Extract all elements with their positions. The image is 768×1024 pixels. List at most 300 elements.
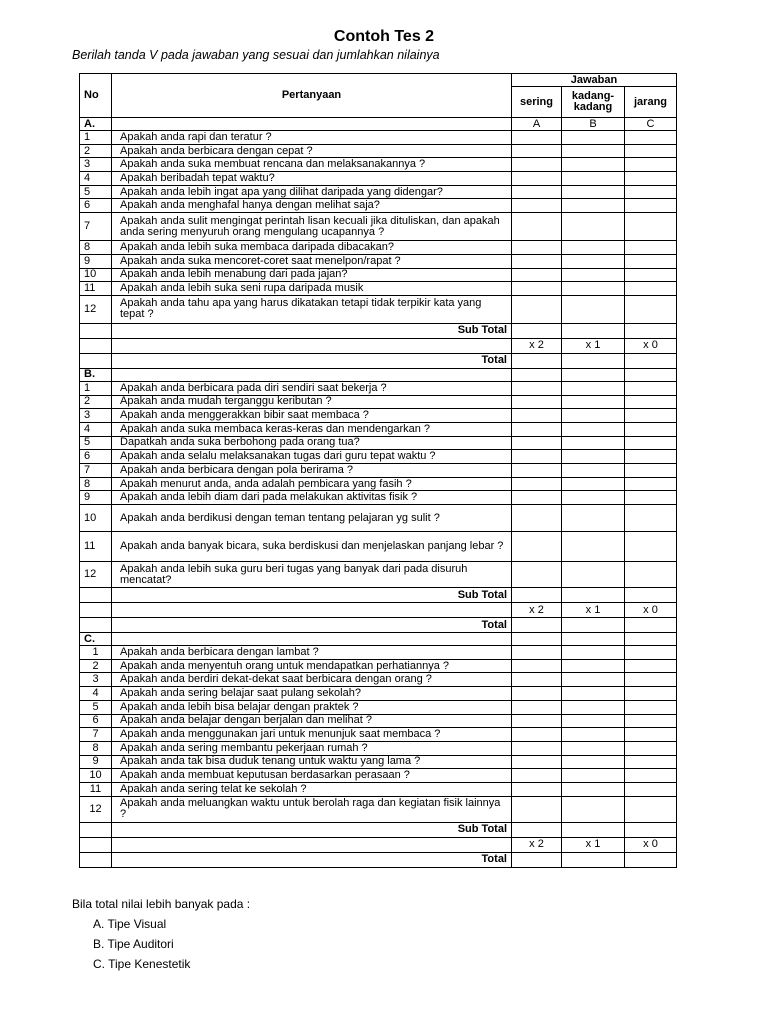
question-text: Apakah anda tahu apa yang harus dikatakan tetapi tidak terpikir kata yang tepat ? — [112, 295, 512, 323]
answer-kadang-cell[interactable] — [562, 409, 625, 423]
answer-kadang-cell[interactable] — [562, 381, 625, 395]
answer-sering-cell[interactable] — [512, 144, 562, 158]
answer-kadang-cell[interactable] — [562, 241, 625, 255]
question-number: 4 — [80, 687, 112, 701]
answer-kadang-cell[interactable] — [562, 646, 625, 660]
answer-jarang-cell[interactable] — [625, 714, 677, 728]
answer-jarang-cell[interactable] — [625, 755, 677, 769]
answer-kadang-cell[interactable] — [562, 796, 625, 822]
answer-sering-cell[interactable] — [512, 213, 562, 241]
answer-kadang-cell[interactable] — [562, 144, 625, 158]
multiplier-value: x 0 — [625, 338, 677, 353]
question-text: Apakah anda sering telat ke sekolah ? — [112, 782, 512, 796]
subtotal-row — [80, 588, 677, 603]
section-spacer — [112, 633, 512, 646]
answer-jarang-cell[interactable] — [625, 381, 677, 395]
question-row — [80, 241, 677, 255]
answer-kadang-cell[interactable] — [562, 172, 625, 186]
answer-kadang-cell[interactable] — [562, 741, 625, 755]
answer-sering-cell[interactable] — [512, 158, 562, 172]
answer-sering-cell[interactable] — [512, 131, 562, 145]
answer-jarang-cell[interactable] — [625, 295, 677, 323]
answer-sering-cell[interactable] — [512, 268, 562, 282]
answer-jarang-cell[interactable] — [625, 158, 677, 172]
answer-kadang-cell[interactable] — [562, 477, 625, 491]
answer-sering-cell[interactable] — [512, 588, 562, 603]
answer-kadang-cell[interactable] — [562, 822, 625, 837]
answer-jarang-cell[interactable] — [625, 532, 677, 562]
answer-jarang-cell[interactable] — [625, 185, 677, 199]
question-number: 7 — [80, 464, 112, 478]
answer-kadang-cell[interactable] — [562, 505, 625, 532]
answer-sering-cell[interactable] — [512, 422, 562, 436]
answer-kadang-cell[interactable] — [562, 323, 625, 338]
answer-sering-cell[interactable] — [512, 395, 562, 409]
question-text: Apakah anda suka membuat rencana dan melaksanakannya ? — [112, 158, 512, 172]
answer-sering-cell[interactable] — [512, 368, 562, 381]
multiplier-value: x 1 — [562, 338, 625, 353]
answer-sering-cell[interactable] — [512, 436, 562, 450]
question-number: 10 — [80, 505, 112, 532]
subtotal-label: Sub Total — [112, 822, 512, 837]
header-sering: sering — [512, 87, 562, 118]
answer-kadang-cell[interactable] — [562, 199, 625, 213]
question-text: Apakah anda suka membaca keras-keras dan mendengarkan ? — [112, 422, 512, 436]
question-text: Apakah anda berbicara dengan lambat ? — [112, 646, 512, 660]
question-number: 8 — [80, 477, 112, 491]
multiplier-spacer — [112, 837, 512, 852]
answer-kadang-cell[interactable] — [562, 769, 625, 783]
multiplier-value: x 1 — [562, 837, 625, 852]
question-row — [80, 562, 677, 588]
answer-jarang-cell[interactable] — [625, 241, 677, 255]
question-number: 10 — [80, 769, 112, 783]
multiplier-value: x 2 — [512, 338, 562, 353]
question-row — [80, 381, 677, 395]
question-number: 12 — [80, 295, 112, 323]
answer-jarang-cell[interactable] — [625, 562, 677, 588]
question-row — [80, 268, 677, 282]
multiplier-spacer — [80, 603, 112, 618]
subtotal-spacer — [80, 588, 112, 603]
question-row — [80, 395, 677, 409]
answer-sering-cell[interactable] — [512, 822, 562, 837]
question-number: 6 — [80, 714, 112, 728]
answer-sering-cell[interactable] — [512, 409, 562, 423]
answer-kadang-cell[interactable] — [562, 295, 625, 323]
question-text: Apakah anda lebih ingat apa yang dilihat daripada yang didengar? — [112, 185, 512, 199]
answer-kadang-cell[interactable] — [562, 659, 625, 673]
answer-sering-cell[interactable] — [512, 295, 562, 323]
answer-jarang-cell[interactable] — [625, 436, 677, 450]
answer-sering-cell[interactable] — [512, 782, 562, 796]
question-text: Apakah anda lebih menabung dari pada jajan? — [112, 268, 512, 282]
multiplier-spacer — [80, 338, 112, 353]
answer-jarang-cell[interactable] — [625, 822, 677, 837]
legend-intro: Bila total nilai lebih banyak pada : — [72, 897, 251, 911]
section-row — [80, 118, 677, 131]
total-label: Total — [112, 618, 512, 633]
answer-kadang-cell[interactable] — [562, 532, 625, 562]
multiplier-row — [80, 338, 677, 353]
answer-kadang-cell[interactable] — [562, 633, 625, 646]
answer-kadang-cell[interactable] — [562, 782, 625, 796]
answer-sering-cell[interactable] — [512, 659, 562, 673]
answer-kadang-cell[interactable] — [562, 131, 625, 145]
multiplier-value: x 2 — [512, 837, 562, 852]
question-text: Apakah beribadah tepat waktu? — [112, 172, 512, 186]
legend-option: B. Tipe Auditori — [93, 937, 174, 951]
question-number: 7 — [80, 728, 112, 742]
answer-jarang-cell[interactable] — [625, 852, 677, 867]
section-row — [80, 633, 677, 646]
answer-sering-cell[interactable] — [512, 199, 562, 213]
question-number: 3 — [80, 158, 112, 172]
question-number: 11 — [80, 282, 112, 296]
answer-kadang-cell[interactable] — [562, 158, 625, 172]
question-text: Apakah anda rapi dan teratur ? — [112, 131, 512, 145]
question-row — [80, 687, 677, 701]
question-row — [80, 755, 677, 769]
answer-jarang-cell[interactable] — [625, 796, 677, 822]
section-spacer — [112, 368, 512, 381]
total-row — [80, 852, 677, 867]
answer-sering-cell[interactable] — [512, 700, 562, 714]
answer-kadang-cell[interactable] — [562, 213, 625, 241]
section-label: C. — [80, 633, 112, 646]
question-text: Apakah anda lebih suka membaca daripada dibacakan? — [112, 241, 512, 255]
answer-jarang-cell[interactable] — [625, 741, 677, 755]
answer-jarang-cell[interactable] — [625, 213, 677, 241]
multiplier-row — [80, 837, 677, 852]
answer-jarang-cell[interactable] — [625, 477, 677, 491]
question-number: 7 — [80, 213, 112, 241]
instruction-text: Berilah tanda V pada jawaban yang sesuai dan jumlahkan nilainya — [72, 48, 440, 62]
question-row — [80, 700, 677, 714]
question-row — [80, 185, 677, 199]
question-row — [80, 422, 677, 436]
question-row — [80, 532, 677, 562]
answer-jarang-cell[interactable] — [625, 491, 677, 505]
question-number: 11 — [80, 782, 112, 796]
question-number: 3 — [80, 673, 112, 687]
question-row — [80, 295, 677, 323]
question-row — [80, 450, 677, 464]
question-row — [80, 741, 677, 755]
answer-sering-cell[interactable] — [512, 172, 562, 186]
answer-sering-cell[interactable] — [512, 505, 562, 532]
question-number: 2 — [80, 659, 112, 673]
answer-sering-cell[interactable] — [512, 491, 562, 505]
question-row — [80, 796, 677, 822]
question-row — [80, 213, 677, 241]
question-number: 9 — [80, 491, 112, 505]
question-row — [80, 464, 677, 478]
answer-sering-cell[interactable] — [512, 633, 562, 646]
question-text: Apakah anda sering belajar saat pulang sekolah? — [112, 687, 512, 701]
subtotal-spacer — [80, 323, 112, 338]
answer-sering-cell[interactable] — [512, 254, 562, 268]
answer-jarang-cell[interactable] — [625, 422, 677, 436]
question-text: Apakah anda berbicara dengan pola berirama ? — [112, 464, 512, 478]
question-row — [80, 782, 677, 796]
answer-jarang-cell[interactable] — [625, 769, 677, 783]
section-row — [80, 368, 677, 381]
document-title: Contoh Tes 2 — [333, 28, 435, 45]
question-row — [80, 158, 677, 172]
question-text: Apakah anda lebih suka guru beri tugas yang banyak dari pada disuruh mencatat? — [112, 562, 512, 588]
total-spacer — [80, 618, 112, 633]
subtotal-spacer — [80, 822, 112, 837]
answer-jarang-cell[interactable] — [625, 464, 677, 478]
answer-kadang-cell[interactable] — [562, 755, 625, 769]
question-row — [80, 659, 677, 673]
total-label: Total — [112, 852, 512, 867]
answer-sering-cell[interactable] — [512, 714, 562, 728]
question-row — [80, 505, 677, 532]
question-row — [80, 409, 677, 423]
question-number: 4 — [80, 172, 112, 186]
answer-kadang-cell[interactable] — [562, 422, 625, 436]
question-number: 6 — [80, 450, 112, 464]
question-number: 8 — [80, 241, 112, 255]
answer-sering-cell[interactable] — [512, 769, 562, 783]
answer-jarang-cell[interactable] — [625, 353, 677, 368]
answer-sering-cell[interactable] — [512, 562, 562, 588]
answer-kadang-cell[interactable] — [562, 687, 625, 701]
answer-jarang-cell[interactable] — [625, 588, 677, 603]
question-row — [80, 199, 677, 213]
answer-jarang-cell[interactable] — [625, 450, 677, 464]
answer-sering-cell[interactable] — [512, 618, 562, 633]
question-text: Apakah anda berdikusi dengan teman tentang pelajaran yg sulit ? — [112, 505, 512, 532]
answer-jarang-cell[interactable] — [625, 782, 677, 796]
total-label: Total — [112, 353, 512, 368]
legend-option: C. Tipe Kenestetik — [93, 957, 191, 971]
question-text: Apakah anda menghafal hanya dengan melihat saja? — [112, 199, 512, 213]
header-no: No — [80, 74, 112, 118]
answer-kadang-cell[interactable] — [562, 700, 625, 714]
multiplier-row — [80, 603, 677, 618]
question-text: Apakah anda berbicara pada diri sendiri saat bekerja ? — [112, 381, 512, 395]
question-row — [80, 728, 677, 742]
question-number: 5 — [80, 185, 112, 199]
answer-sering-cell[interactable] — [512, 646, 562, 660]
answer-jarang-cell[interactable] — [625, 172, 677, 186]
question-number: 1 — [80, 381, 112, 395]
answer-jarang-cell[interactable] — [625, 673, 677, 687]
answer-kadang-cell[interactable] — [562, 588, 625, 603]
subtotal-row — [80, 323, 677, 338]
answer-sering-cell[interactable] — [512, 323, 562, 338]
answer-kadang-cell[interactable] — [562, 491, 625, 505]
question-row — [80, 673, 677, 687]
question-number: 6 — [80, 199, 112, 213]
question-row — [80, 131, 677, 145]
legend-option: A. Tipe Visual — [93, 917, 167, 931]
answer-jarang-cell[interactable] — [625, 323, 677, 338]
question-text: Apakah anda menyentuh orang untuk mendapatkan perhatiannya ? — [112, 659, 512, 673]
answer-kadang-cell[interactable] — [562, 353, 625, 368]
answer-kadang-cell[interactable] — [562, 852, 625, 867]
subtotal-label: Sub Total — [112, 588, 512, 603]
question-number: 2 — [80, 395, 112, 409]
question-text: Apakah anda sulit mengingat perintah lisan kecuali jika dituliskan, dan apakah anda sering menyuruh orang mengulang ucapannya ? — [112, 213, 512, 241]
answer-sering-cell[interactable] — [512, 852, 562, 867]
question-text: Apakah anda membuat keputusan berdasarkan perasaan ? — [112, 769, 512, 783]
answer-kadang-cell[interactable] — [562, 436, 625, 450]
answer-jarang-cell[interactable] — [625, 409, 677, 423]
header-jarang: jarang — [625, 87, 677, 118]
total-spacer — [80, 852, 112, 867]
multiplier-value: x 1 — [562, 603, 625, 618]
answer-jarang-cell[interactable] — [625, 254, 677, 268]
answer-sering-cell[interactable] — [512, 728, 562, 742]
answer-sering-cell[interactable] — [512, 673, 562, 687]
answer-jarang-cell[interactable] — [625, 131, 677, 145]
question-text: Apakah anda suka mencoret-coret saat menelpon/rapat ? — [112, 254, 512, 268]
question-text: Apakah anda banyak bicara, suka berdiskusi dan menjelaskan panjang lebar ? — [112, 532, 512, 562]
answer-jarang-cell[interactable] — [625, 700, 677, 714]
question-number: 9 — [80, 254, 112, 268]
question-number: 3 — [80, 409, 112, 423]
header-question: Pertanyaan — [112, 74, 512, 118]
answer-sering-cell[interactable] — [512, 687, 562, 701]
answer-sering-cell[interactable] — [512, 477, 562, 491]
section-label: A. — [80, 118, 112, 131]
question-text: Apakah anda lebih diam dari pada melakukan aktivitas fisik ? — [112, 491, 512, 505]
question-text: Apakah anda menggunakan jari untuk menunjuk saat membaca ? — [112, 728, 512, 742]
answer-kadang-cell[interactable] — [562, 450, 625, 464]
question-number: 10 — [80, 268, 112, 282]
answer-sering-cell[interactable] — [512, 185, 562, 199]
answer-sering-cell[interactable] — [512, 796, 562, 822]
legend — [72, 897, 250, 971]
answer-jarang-cell[interactable] — [625, 505, 677, 532]
question-text: Apakah anda selalu melaksanakan tugas dari guru tepat waktu ? — [112, 450, 512, 464]
answer-jarang-cell[interactable] — [625, 199, 677, 213]
question-number: 5 — [80, 700, 112, 714]
questionnaire-table — [79, 73, 677, 868]
answer-jarang-cell[interactable] — [625, 395, 677, 409]
question-number: 9 — [80, 755, 112, 769]
answer-sering-cell[interactable] — [512, 755, 562, 769]
answer-letter: A — [512, 118, 562, 131]
answer-sering-cell[interactable] — [512, 741, 562, 755]
question-row — [80, 477, 677, 491]
answer-sering-cell[interactable] — [512, 381, 562, 395]
subtotal-label: Sub Total — [112, 323, 512, 338]
question-row — [80, 646, 677, 660]
question-number: 12 — [80, 562, 112, 588]
answer-kadang-cell[interactable] — [562, 728, 625, 742]
question-text: Apakah anda lebih suka seni rupa daripada musik — [112, 282, 512, 296]
answer-jarang-cell[interactable] — [625, 368, 677, 381]
section-label: B. — [80, 368, 112, 381]
question-number: 12 — [80, 796, 112, 822]
total-row — [80, 618, 677, 633]
answer-kadang-cell[interactable] — [562, 673, 625, 687]
answer-kadang-cell[interactable] — [562, 254, 625, 268]
question-text: Apakah anda sering membantu pekerjaan rumah ? — [112, 741, 512, 755]
answer-jarang-cell[interactable] — [625, 282, 677, 296]
answer-sering-cell[interactable] — [512, 353, 562, 368]
section-spacer — [112, 118, 512, 131]
answer-sering-cell[interactable] — [512, 464, 562, 478]
answer-kadang-cell[interactable] — [562, 282, 625, 296]
answer-kadang-cell[interactable] — [562, 464, 625, 478]
multiplier-spacer — [112, 603, 512, 618]
answer-kadang-cell[interactable] — [562, 395, 625, 409]
question-row — [80, 144, 677, 158]
answer-jarang-cell[interactable] — [625, 687, 677, 701]
answer-kadang-cell[interactable] — [562, 368, 625, 381]
answer-sering-cell[interactable] — [512, 282, 562, 296]
question-number: 8 — [80, 741, 112, 755]
question-row — [80, 491, 677, 505]
question-number: 1 — [80, 646, 112, 660]
answer-sering-cell[interactable] — [512, 450, 562, 464]
answer-jarang-cell[interactable] — [625, 633, 677, 646]
question-number: 4 — [80, 422, 112, 436]
total-spacer — [80, 353, 112, 368]
question-row — [80, 769, 677, 783]
header-kadang: kadang-kadang — [562, 87, 625, 118]
answer-jarang-cell[interactable] — [625, 268, 677, 282]
answer-kadang-cell[interactable] — [562, 185, 625, 199]
answer-sering-cell[interactable] — [512, 241, 562, 255]
question-text: Apakah anda berbicara dengan cepat ? — [112, 144, 512, 158]
question-row — [80, 282, 677, 296]
question-text: Apakah anda mudah terganggu keributan ? — [112, 395, 512, 409]
subtotal-row — [80, 822, 677, 837]
question-text: Apakah anda tak bisa duduk tenang untuk waktu yang lama ? — [112, 755, 512, 769]
header-answers: Jawaban — [512, 74, 677, 87]
answer-jarang-cell[interactable] — [625, 618, 677, 633]
multiplier-value: x 2 — [512, 603, 562, 618]
answer-jarang-cell[interactable] — [625, 728, 677, 742]
multiplier-spacer — [112, 338, 512, 353]
question-row — [80, 436, 677, 450]
answer-kadang-cell[interactable] — [562, 714, 625, 728]
question-row — [80, 714, 677, 728]
question-number: 2 — [80, 144, 112, 158]
total-row — [80, 353, 677, 368]
question-number: 5 — [80, 436, 112, 450]
answer-jarang-cell[interactable] — [625, 646, 677, 660]
question-row — [80, 172, 677, 186]
answer-jarang-cell[interactable] — [625, 144, 677, 158]
answer-jarang-cell[interactable] — [625, 659, 677, 673]
multiplier-value: x 0 — [625, 837, 677, 852]
answer-kadang-cell[interactable] — [562, 268, 625, 282]
question-number: 1 — [80, 131, 112, 145]
answer-letter: C — [625, 118, 677, 131]
answer-sering-cell[interactable] — [512, 532, 562, 562]
answer-kadang-cell[interactable] — [562, 618, 625, 633]
question-text: Apakah anda menggerakkan bibir saat membaca ? — [112, 409, 512, 423]
question-text: Apakah menurut anda, anda adalah pembicara yang fasih ? — [112, 477, 512, 491]
question-number: 11 — [80, 532, 112, 562]
multiplier-value: x 0 — [625, 603, 677, 618]
header-row — [80, 74, 677, 87]
question-text: Apakah anda berdiri dekat-dekat saat berbicara dengan orang ? — [112, 673, 512, 687]
answer-kadang-cell[interactable] — [562, 562, 625, 588]
question-text: Apakah anda meluangkan waktu untuk berolah raga dan kegiatan fisik lainnya ? — [112, 796, 512, 822]
question-text: Apakah anda belajar dengan berjalan dan melihat ? — [112, 714, 512, 728]
question-text: Apakah anda lebih bisa belajar dengan praktek ? — [112, 700, 512, 714]
answer-letter: B — [562, 118, 625, 131]
